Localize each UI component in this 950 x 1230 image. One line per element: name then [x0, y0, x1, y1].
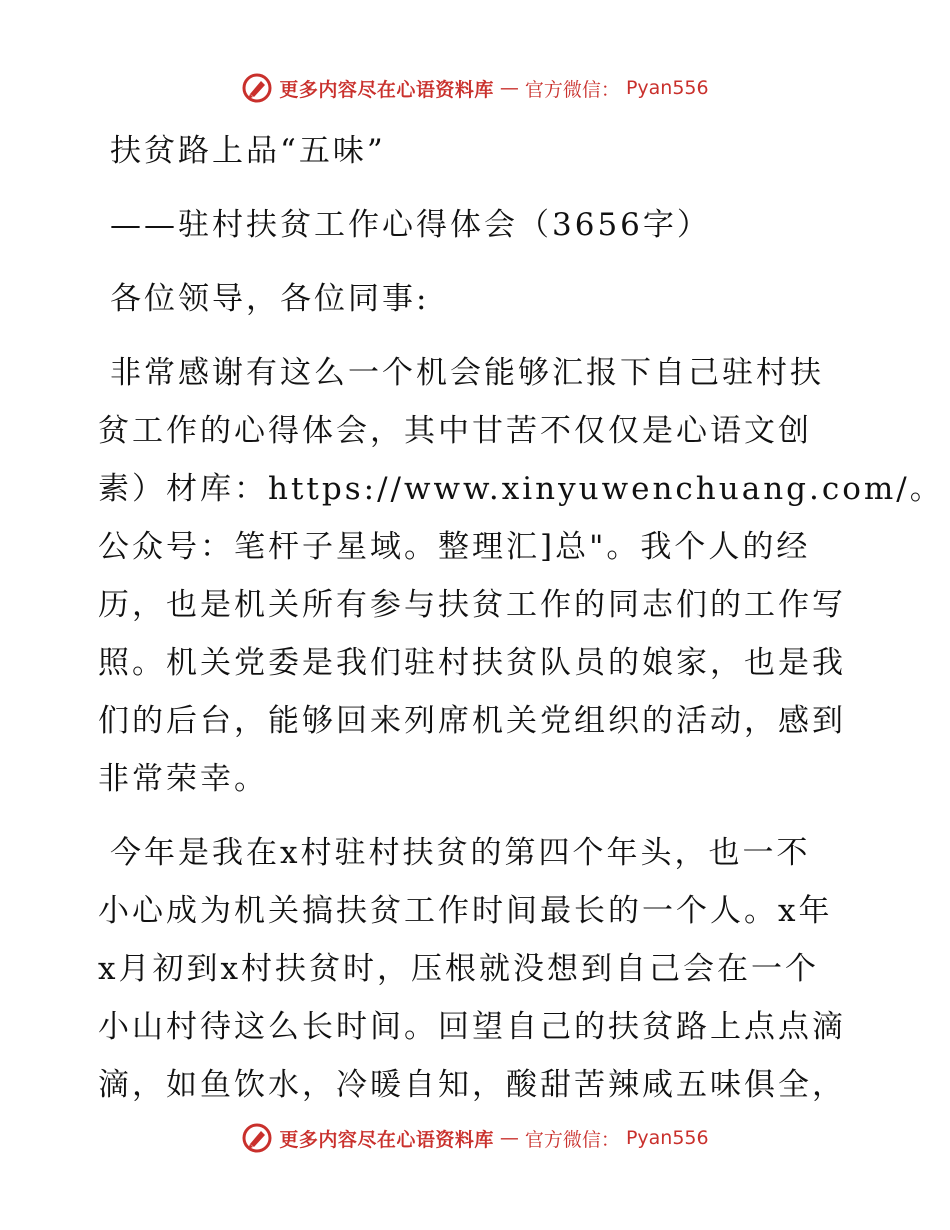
- paragraph-line: 们的后台，能够回来列席机关党组织的活动，感到: [98, 703, 846, 739]
- document-subtitle: ——驻村扶贫工作心得体会（3656字）: [110, 207, 711, 243]
- document-body: [98, 122, 944, 1130]
- paragraph-line: 今年是我在x村驻村扶贫的第四个年头，也一不: [110, 835, 811, 871]
- watermark-account: Pyan556: [625, 77, 709, 99]
- watermark-brand: 更多内容尽在心语资料库: [279, 1128, 494, 1151]
- watermark-brand: 更多内容尽在心语资料库: [279, 78, 494, 101]
- watermark-account: Pyan556: [625, 1127, 709, 1149]
- watermark-separator: —: [499, 77, 519, 99]
- pen-nib-logo-icon: [241, 72, 273, 104]
- paragraph-line: 照。机关党委是我们驻村扶贫队员的娘家，也是我: [98, 645, 846, 681]
- watermark-official-label: 官方微信：: [524, 1128, 620, 1151]
- paragraph-line: 小山村待这么长时间。回望自己的扶贫路上点点滴: [98, 1009, 846, 1045]
- document-title: 扶贫路上品“五味”: [110, 133, 386, 169]
- paragraph-line: 非常感谢有这么一个机会能够汇报下自己驻村扶: [110, 355, 824, 391]
- paragraph-1: [98, 344, 944, 808]
- watermark-separator: —: [499, 1127, 519, 1149]
- header-watermark: [0, 72, 950, 104]
- paragraph-line: 小心成为机关搞扶贫工作时间最长的一个人。x年: [98, 893, 833, 929]
- paragraph-line: x月初到x村扶贫时，压根就没想到自己会在一个: [98, 951, 819, 987]
- paragraph-line: 公众号：笔杆子星域。整理汇]总"。我个人的经: [98, 529, 811, 565]
- paragraph-2: [98, 824, 858, 1114]
- pen-nib-logo-icon: [241, 1122, 273, 1154]
- paragraph-line: 素）材库：https://www.xinyuwenchuang.com/。: [98, 471, 944, 507]
- paragraph-line: 历，也是机关所有参与扶贫工作的同志们的工作写: [98, 587, 846, 623]
- document-salutation: 各位领导，各位同事:: [110, 281, 430, 317]
- footer-watermark: [0, 1122, 950, 1154]
- paragraph-line: 滴，如鱼饮水，冷暖自知，酸甜苦辣咸五味俱全，: [98, 1067, 846, 1103]
- paragraph-line: 贫工作的心得体会，其中甘苦不仅仅是心语文创: [98, 413, 812, 449]
- paragraph-line: 非常荣幸。: [98, 761, 268, 797]
- watermark-official-label: 官方微信：: [524, 78, 620, 101]
